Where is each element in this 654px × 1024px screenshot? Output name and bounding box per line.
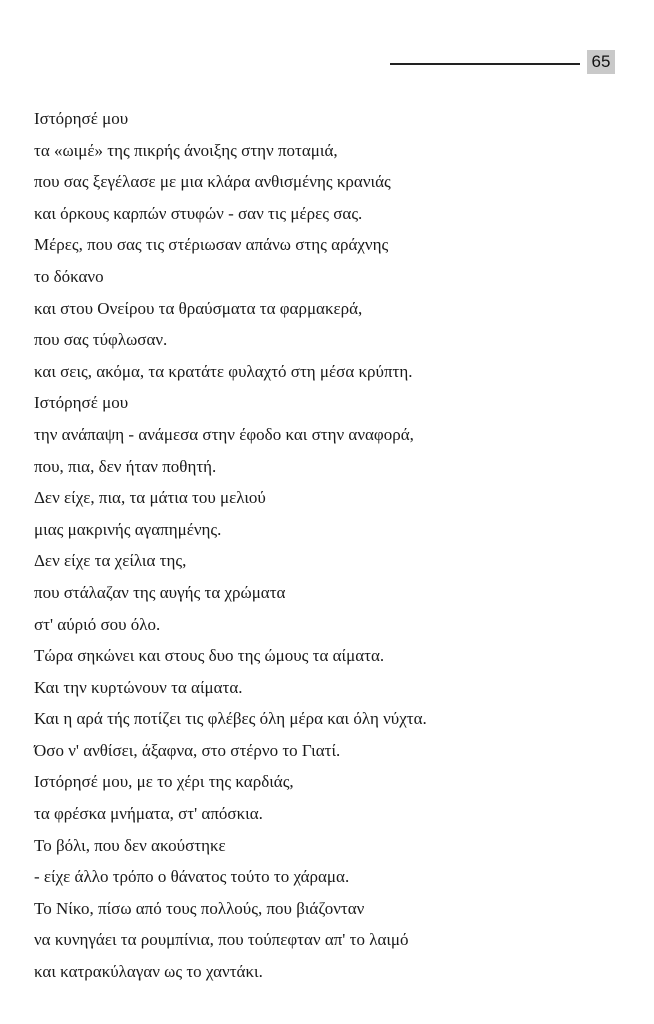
poem-line: Δεν είχε, πια, τα μάτια του μελιού (34, 488, 266, 508)
page-number: 65 (587, 50, 615, 74)
poem-line: να κυνηγάει τα ρουμπίνια, που τούπεφταν απ' το λαιμό (34, 930, 409, 950)
poem-line: και σεις, ακόμα, τα κρατάτε φυλαχτό στη μέσα κρύπτη. (34, 361, 413, 381)
poem-line: τα φρέσκα μνήματα, στ' απόσκια. (34, 804, 263, 824)
poem-line: Τώρα σηκώνει και στους δυο της ώμους τα αίματα. (34, 646, 385, 666)
poem-line: μιας μακρινής αγαπημένης. (34, 519, 222, 539)
poem-line: Ιστόρησέ μου (34, 393, 129, 413)
poem-line: Το βόλι, που δεν ακούστηκε (34, 835, 226, 855)
poem-line: Ιστόρησέ μου, με το χέρι της καρδιάς, (34, 772, 294, 792)
poem-line: - είχε άλλο τρόπο ο θάνατος τούτο το χάραμα. (34, 867, 350, 887)
poem-line: που σας τύφλωσαν. (34, 330, 168, 350)
poem-text (34, 103, 634, 988)
poem-line: το δόκανο (34, 266, 104, 286)
poem-line: και όρκους καρπών στυφών - σαν τις μέρες σας. (34, 203, 363, 223)
poem-line: Και η αρά τής ποτίζει τις φλέβες όλη μέρα και όλη νύχτα. (34, 709, 427, 729)
poem-line: που σας ξεγέλασε με μια κλάρα ανθισμένης κρανιάς (34, 172, 391, 192)
poem-line: Δεν είχε τα χείλια της, (34, 551, 187, 571)
poem-line: την ανάπαψη - ανάμεσα στην έφοδο και στην αναφορά, (34, 424, 414, 444)
poem-line: Μέρες, που σας τις στέριωσαν απάνω στης αράχνης (34, 235, 389, 255)
poem-line: Όσο ν' ανθίσει, άξαφνα, στο στέρνο το Γιατί. (34, 740, 341, 760)
poem-line: Ιστόρησέ μου (34, 109, 129, 128)
poem-line: που στάλαζαν της αυγής τα χρώματα (34, 582, 286, 602)
poem-line: τα «ωιμέ» της πικρής άνοιξης στην ποταμιά, (34, 140, 338, 160)
poem-line: Και την κυρτώνουν τα αίματα. (34, 677, 243, 697)
poem-line: στ' αύριό σου όλο. (34, 614, 161, 634)
poem-line: Το Νίκο, πίσω από τους πολλούς, που βιάζονταν (34, 898, 365, 918)
header-rule (390, 63, 580, 65)
poem-line: που, πια, δεν ήταν ποθητή. (34, 456, 217, 476)
poem-line: και κατρακύλαγαν ως το χαντάκι. (34, 962, 263, 982)
poem-line: και στου Ονείρου τα θραύσματα τα φαρμακερά, (34, 298, 363, 318)
